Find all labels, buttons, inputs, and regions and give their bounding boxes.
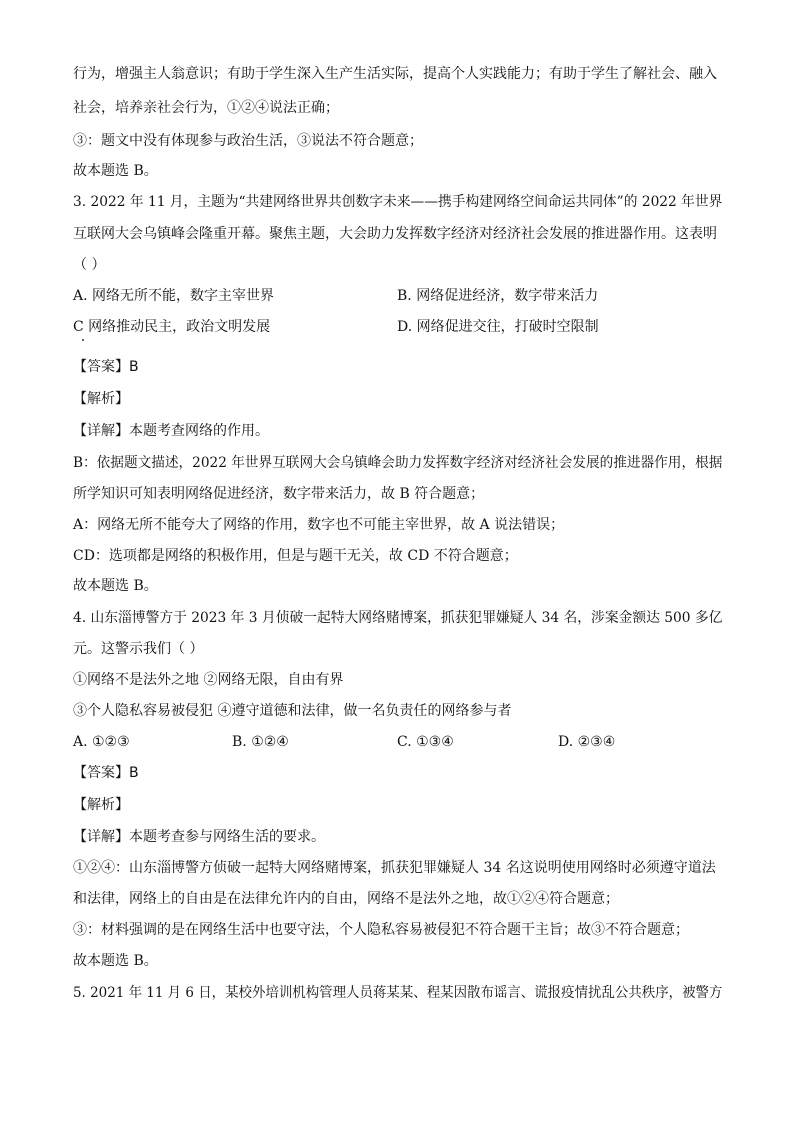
detail-line: 【详解】本题考查网络的作用。 xyxy=(73,423,269,439)
text-line: ①②④：山东淄博警方侦破一起特大网络赌博案，抓获犯罪嫌疑人 34 名这说明使用网络时必须遵守道法 xyxy=(73,860,716,876)
text-line: 行为，增强主人翁意识；有助于学生深入生产生活实际，提高个人实践能力；有助于学生了解社会、融入 xyxy=(73,66,717,82)
q4-option-d: D. ②③④ xyxy=(558,734,616,750)
q3-option-b: B. 网络促进经济，数字带来活力 xyxy=(397,288,599,304)
analysis-label: 【解析】 xyxy=(73,797,129,813)
stray-dot xyxy=(82,339,84,341)
q4-option-b: B. ①②④ xyxy=(232,734,289,750)
text-line: CD：选项都是网络的积极作用，但是与题干无关，故 CD 不符合题意； xyxy=(73,548,518,564)
text-line: 故本题选 B。 xyxy=(73,953,158,969)
text-line: 社会，培养亲社会行为，①②④说法正确； xyxy=(73,100,339,116)
text-line: ③：材料强调的是在网络生活中也要守法，个人隐私容易被侵犯不符合题干主旨；故③不符合题意； xyxy=(73,922,689,938)
text-line: ③：题文中没有体现参与政治生活，③说法不符合题意； xyxy=(73,133,423,149)
text-line: 所学知识可知表明网络促进经济，数字带来活力，故 B 符合题意； xyxy=(73,486,485,502)
question-3-blank: （ ） xyxy=(73,257,106,273)
text-line: 故本题选 B。 xyxy=(73,578,158,594)
q3-option-d: D. 网络促进交往，打破时空限制 xyxy=(397,319,599,335)
q4-statements: ③个人隐私容易被侵犯 ④遵守道德和法律，做一名负责任的网络参与者 xyxy=(73,703,512,719)
text-line: A：网络无所不能夸大了网络的作用，数字也不可能主宰世界，故 A 说法错误； xyxy=(73,517,565,533)
q4-option-a: A. ①②③ xyxy=(73,734,130,750)
analysis-label: 【解析】 xyxy=(73,391,129,407)
detail-line: 【详解】本题考查参与网络生活的要求。 xyxy=(73,829,325,845)
question-3-stem: 3. 2022 年 11 月，主题为“共建网络世界共创数字未来——携手构建网络空间命运共同体”的 2022 年世界 xyxy=(73,194,723,210)
q3-option-c: C 网络推动民主，政治文明发展 xyxy=(73,319,271,335)
answer-label: 【答案】B xyxy=(73,765,139,781)
q4-statements: ①网络不是法外之地 ②网络无限，自由有界 xyxy=(73,672,344,688)
question-5-stem: 5. 2021 年 11 月 6 日，某校外培训机构管理人员蒋某某、程某因散布谣言、谎报疫情扰乱公共秩序，被警方 xyxy=(73,985,723,1001)
question-4-stem: 元。这警示我们（ ） xyxy=(73,641,204,657)
text-line: B：依据题文描述，2022 年世界互联网大会乌镇峰会助力发挥数字经济对经济社会发展的推进器作用，根据 xyxy=(73,455,723,471)
question-4-stem: 4. 山东淄博警方于 2023 年 3 月侦破一起特大网络赌博案，抓获犯罪嫌疑人 34 名，涉案金额达 500 多亿 xyxy=(73,610,723,626)
q3-option-a: A. 网络无所不能，数字主宰世界 xyxy=(73,288,275,304)
q4-option-c: C. ①③④ xyxy=(397,734,454,750)
answer-label: 【答案】B xyxy=(73,359,139,375)
question-3-stem: 互联网大会乌镇峰会隆重开幕。聚焦主题，大会助力发挥数字经济对经济社会发展的推进器作用。这表明 xyxy=(73,226,717,242)
text-line: 和法律，网络上的自由是在法律允许内的自由，网络不是法外之地，故①②④符合题意； xyxy=(73,891,619,907)
text-line: 故本题选 B。 xyxy=(73,163,158,179)
